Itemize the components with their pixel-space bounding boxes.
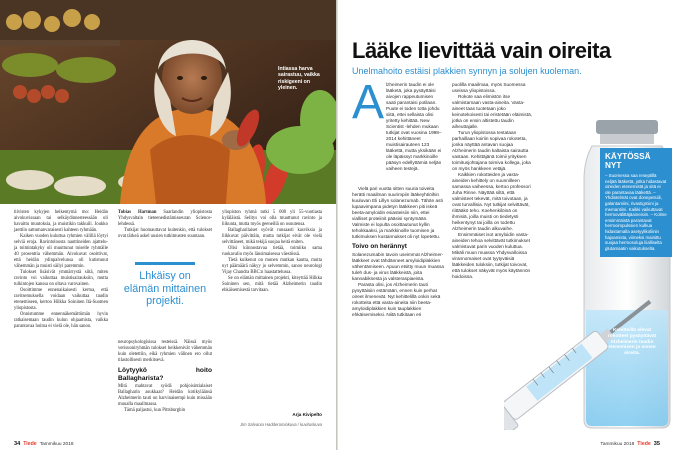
paragraph: lzheimerin taudin ei ole lääketä, joka pysäyttäisi aivojen rappeutumisen saati parantaisi potilaan. Puute ei toden totta johdu siitä, ettei sellaista olisi yritetty kehittää. New Scientist -lehden mukaan tutkijat ovat vuosina 1998–2014 kehittäneet muistisairauteen 123 lääkettä, mutta yksikään ei ole läpäissyt markkinoille pääsyn edellyttämiä neljän vaiheen testejä.: [386, 82, 442, 171]
paragraph: puolilla maailmaa, myös Suomessa useissa yliopistoissa.: [452, 82, 526, 93]
drop-cap: A: [352, 76, 385, 129]
article-subhead: Unelmahoito estäisi plakkien synnyn ja solujen kuoleman.: [352, 66, 582, 76]
paragraph: Saarlandin yliopistosta Yhdysvaltain tieteenedistämisseuran Science-lehdessä.: [118, 210, 212, 227]
pull-quote: [122, 262, 208, 308]
market-photo: [0, 0, 336, 204]
subheading: Toivo on herännyt: [352, 243, 407, 250]
paragraph: Olisi kiinnostavaa tietää, toimiiko sama ruokavalio myös länsimaisessa väestössä.: [222, 246, 322, 257]
left-column-3: [222, 210, 322, 294]
paragraph: Mitä mahtavat syödä pohjoisintialaiset Ballagharin asukkaat? Heidän kotikyläänsä Alzheimerin tauti on harvinaisempi kuin missään muualla maailmassa.: [118, 384, 212, 407]
paragraph: Ballagharilaiset syövät runsaasti kasviksia ja liikkuvat päivittäin, mutta tutkijat eivät ole vielä selvittäneet, mikä tekijä suojaa heitä eniten.: [222, 228, 322, 245]
paragraph: Tämä paljastui, kun Pittsburghin: [124, 408, 186, 413]
sidebar-text: – Suomessa saa reseptillä neljää lääkettä, jotka hidastavat oireiden etenemistä ja sitä ei ole parantavaa lääkettä. – Yhdistelmät ovat donepetsiili, galantamiini, rivastigmiini ja memantiini. Kaikki vaikuttavat hermovälittäjäaineisiin. – Kolme ensimmäistä parantavat hermoimpulssien kulkua hidastamalla asetyylikoliinin hajoamista, viimeksi mainittu suojaa hermosoluja liialliselta glutamaatin vaikutukselta.: [605, 173, 667, 251]
pull-quote-text: Lhkäisy on elämän mittainen projekti.: [123, 270, 207, 307]
paragraph: Osoittimme ennenaikaisesti kertoa, että ravitsemuksella voidaan vaikuttaa taudin etenemiseen, kertoo Hilkka Soininen Itä-Suomen yliopistosta.: [14, 288, 108, 311]
paragraph: Tulokset lisäsivät ymmärrystä siitä, miten ravinto voi vaikuttaa muistisairauksiin, mutta tulkintojen kanssa on oltava varovainen.: [14, 270, 108, 287]
issue-date: Tammikuu 2018: [39, 441, 74, 447]
paragraph: Tietä kulkenut on monen mutkan kautta, mutta nyt päämäärä näkyy jo selvemmin, sanoo neurologi Vijay Chandra BBC:n haastattelussa.: [222, 258, 322, 275]
right-footer: [600, 441, 660, 447]
paragraph: Se on elämän mittainen projekti, kiteyttää Hilkka Soininen sen, mitä tietää Alzheimerin taudin ehkäisemisestä tarvitaan.: [222, 276, 322, 293]
right-column-2: [452, 82, 534, 280]
magazine-brand: Tiede: [23, 441, 37, 447]
left-footer: [14, 441, 74, 447]
paragraph: tiivisten kykyjen heikentymä mo: Heidän aivokuvissaan tai selkäydinnesteessään oli havaittu muutoksia, ja muistikin takkuili. Joukko jaettiin sattumanvaraisesti kahteen ryhmään.: [14, 210, 108, 233]
right-column-1-top: [386, 82, 444, 172]
paragraph: Ensimmäiset isot amyloidin vasta-aineiden tehoa selvittävät tutkimukset valmistuvat parin vuoden kuluttua. Mikäli muun muassa Yhdysvalloissa virannomaiset ovat tyytyväisiä lääkkeiden tuloksiin, tutkijat toivovat, että tulokset näkyvät myös käytännön hoidoissa.: [452, 232, 531, 279]
paragraph: Kaiken vuoden kuluttua ryhmien välillä löytyi selviä eroja. Ravintoloosta nauttineiden ajattelu- ja toimintakyky oli muuttunut toiselle ryhmälle 40 prosenttia vähemmän. Aivokuvat osoittivat, että heidän ydinpalvelunsa oli kutistunut vähemmän ja muisti säilyi paremmin.: [14, 234, 108, 269]
paragraph: Rokote saa elimistön itse valmistamaan vasta-aineita. Vasta-aineet taas tuotetaan joko keinotekoisesti tai eristetään eläimistä, jotka on ensin altistettu taudin aiheuttajalle.: [452, 94, 532, 129]
left-page: [0, 0, 336, 450]
paragraph: Turun yliopistossa testataan parhaillaan koiriin sopivaa rokotetta, jonka näyttää antavan suojaa Alzheimerin taudin kaltaista sairautta vastaan. Kehittäjänä toimii yrityksen toimitusjohtajana toimiva kollega, joka on myös hankkeen vetäjä.: [452, 130, 531, 171]
paragraph: Onnistumme ennennäkemättömän hyvin ratkaisemaan taudin kulun ohjaamista, vaikka parantavaa hoitoa ei vielä ole, hän sanoo.: [14, 312, 108, 329]
page-number: 34: [14, 441, 21, 447]
left-column-2-lower: [118, 340, 212, 414]
paragraph: Solanezumabin tavoin useimmat Alzheimer-lääkkeet ovat tähdänneet amyloidiplakkien vähentämiseen. Apuun etsitty muun muassa tuleh dus- ja virus lääkkeistä, joita kannabiksesta ja valsteraspiaeista.: [352, 252, 444, 281]
paragraph: neuropsykologisissa testeissä. Näissä myös verisuoniryhmän tulokset heikkenivät vähemmän kuin oletettiin, eikä ryhmien välinen ero ollut tilastollisesti merkitsevä.: [118, 340, 212, 363]
lead-in-name: Tobias Hartman: [118, 210, 157, 215]
right-column-1: [352, 186, 444, 318]
article-headline: Lääke lievittää vain oireita: [352, 38, 611, 63]
paragraph: Kaikkien rokotteiden ja vasta-aineiden kehittely on suunnilleen samassa vaiheessa, kertoo professori Juha Rinne. Näyttää siltä, että valmisteet tekevät, mitä toivotaan, ja ovat turvallisia. Nyt tutkijat selvittävät, riittääkö teho. Koehenkilöinä on ihmisiä, joilla muisti on tiedetysti heikentynyt tai joilla on todettu Alzheimerin taudin alkuvaihe.: [452, 172, 531, 231]
right-page: [338, 0, 674, 450]
paragraph: Vielä pari vuotta sitten suuria toiveita herätti maailman suurimpiin lääkeyhtiöihin kuuluvan Eli Lillyn solanezumab. Tähän asti lupaavimpana pidetyn lääkkeen piti iskeä beeta-amyloidin esiasteisiin niin, ettei vialliset proteiinit pääsisi syntymään. Valmiste ei lopulta osoittautunut kyllin tehokkaaksi, ja markkinoille tuomisen ja tutkimuksen kustannukset oli nyt lopetettu.: [352, 186, 443, 239]
page-number: 35: [653, 441, 660, 447]
paragraph: yliopiston ryhmä tutki 5 000 yli 55-vuotiasta kyläläistä. Selitys voi olla muuttunut ravinto ja liikunta, mutta myös geeneillä on osuutensa.: [222, 210, 322, 227]
sidebar-title: KÄYTÖSSÄ NYT: [605, 152, 651, 170]
illustration-caption: Kehitteillä olevat rokotteet pysäyttävät Alzheimerin taudin etenemisen jo ennen oireita.: [607, 328, 657, 357]
magazine-brand: Tiede: [637, 441, 651, 447]
issue-date: Tammikuu 2018: [600, 441, 635, 447]
left-column-2: [118, 210, 212, 240]
paragraph: Parasta olisi, jos Alzheimerin tauti pysyttäisiin estämään, ennen kuin perhat oireet ilmenevät. Nyt kehittelillä onkin sekä rokotteita että vasta-aineita niin beeta-amyloidiplakkien kuin tauplakkien ehkäisemiseksi. Niitä tutkitaan eri: [352, 282, 441, 317]
sidebar-box: [600, 148, 672, 257]
paragraph: Tutkijat huomauttavat kuitenkin, että tulokset ovat tärkeä askel uusien tutkimusten suuntaan.: [118, 228, 212, 239]
pull-quote-bar: [135, 262, 195, 265]
left-column-1: [14, 210, 108, 330]
photo-caption: Intiassa harva sairastuu, vaikka riskigeeni on yleinen.: [278, 66, 320, 92]
photo-credit: Jim Salvania Hadderomiokuva / kuvituskuva: [240, 422, 322, 427]
author-signature: Arja Kivipelto: [292, 412, 322, 417]
subheading: Löytyykö hoito Ballagharista?: [118, 367, 212, 382]
